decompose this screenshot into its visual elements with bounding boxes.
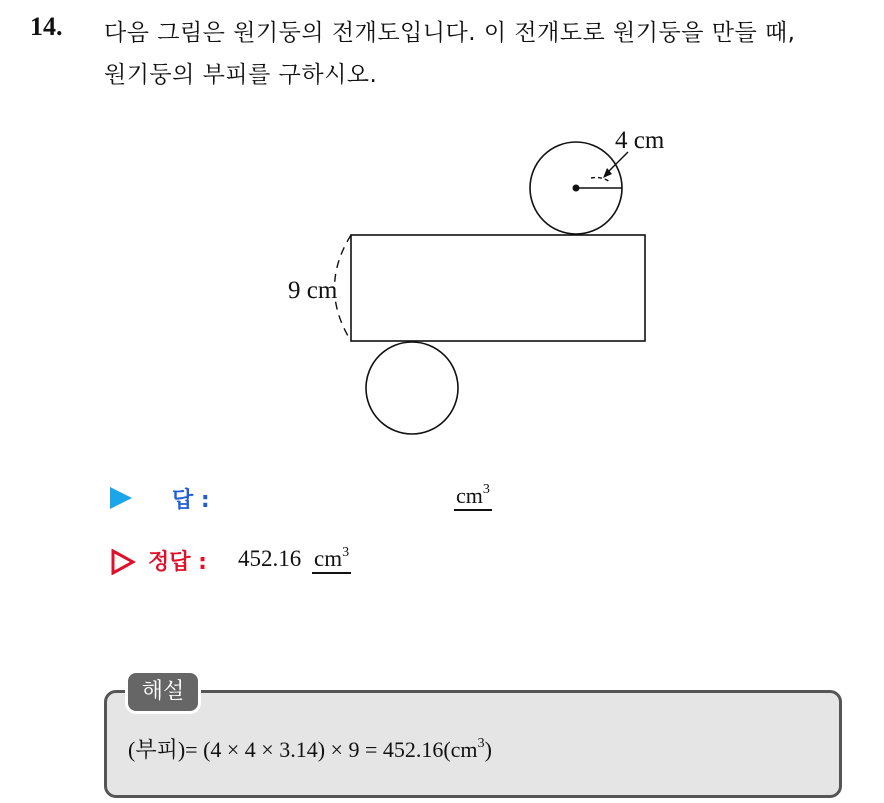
answer-arrow-icon [110, 487, 132, 509]
correct-answer-row [110, 545, 530, 581]
correct-label: 정답 : [148, 550, 207, 575]
bottom-base-circle [366, 342, 458, 434]
correct-value: 452.16 [238, 546, 302, 571]
height-label: 9 cm [288, 277, 338, 304]
correct-unit: cm [314, 546, 343, 571]
explanation-formula-main: (부피)= (4 × 4 × 3.14) × 9 = 452.16(cm [128, 737, 478, 762]
answer-unit: cm [456, 483, 483, 508]
answer-row [110, 483, 530, 519]
explanation-formula [128, 733, 492, 764]
radius-arc-mark [591, 178, 610, 183]
lateral-surface-rect [351, 235, 645, 341]
explanation-formula-exp: 3 [477, 736, 485, 751]
answer-label: 답 : [172, 488, 210, 513]
question-number: 14. [30, 12, 63, 41]
answer-blank[interactable] [454, 483, 492, 511]
radius-label: 4 cm [615, 127, 665, 154]
explanation-formula-end: ) [484, 737, 492, 762]
answer-unit-exp: 3 [482, 482, 490, 497]
question-text-line2: 원기둥의 부피를 구하시오. [104, 62, 378, 88]
correct-unit-exp: 3 [342, 545, 350, 560]
correct-arrow-icon [110, 549, 136, 575]
correct-unit-wrap [312, 546, 351, 574]
question-text-line1: 다음 그림은 원기둥의 전개도입니다. 이 전개도로 원기둥을 만들 때, [104, 20, 796, 46]
explanation-tag: 해설 [128, 673, 198, 711]
